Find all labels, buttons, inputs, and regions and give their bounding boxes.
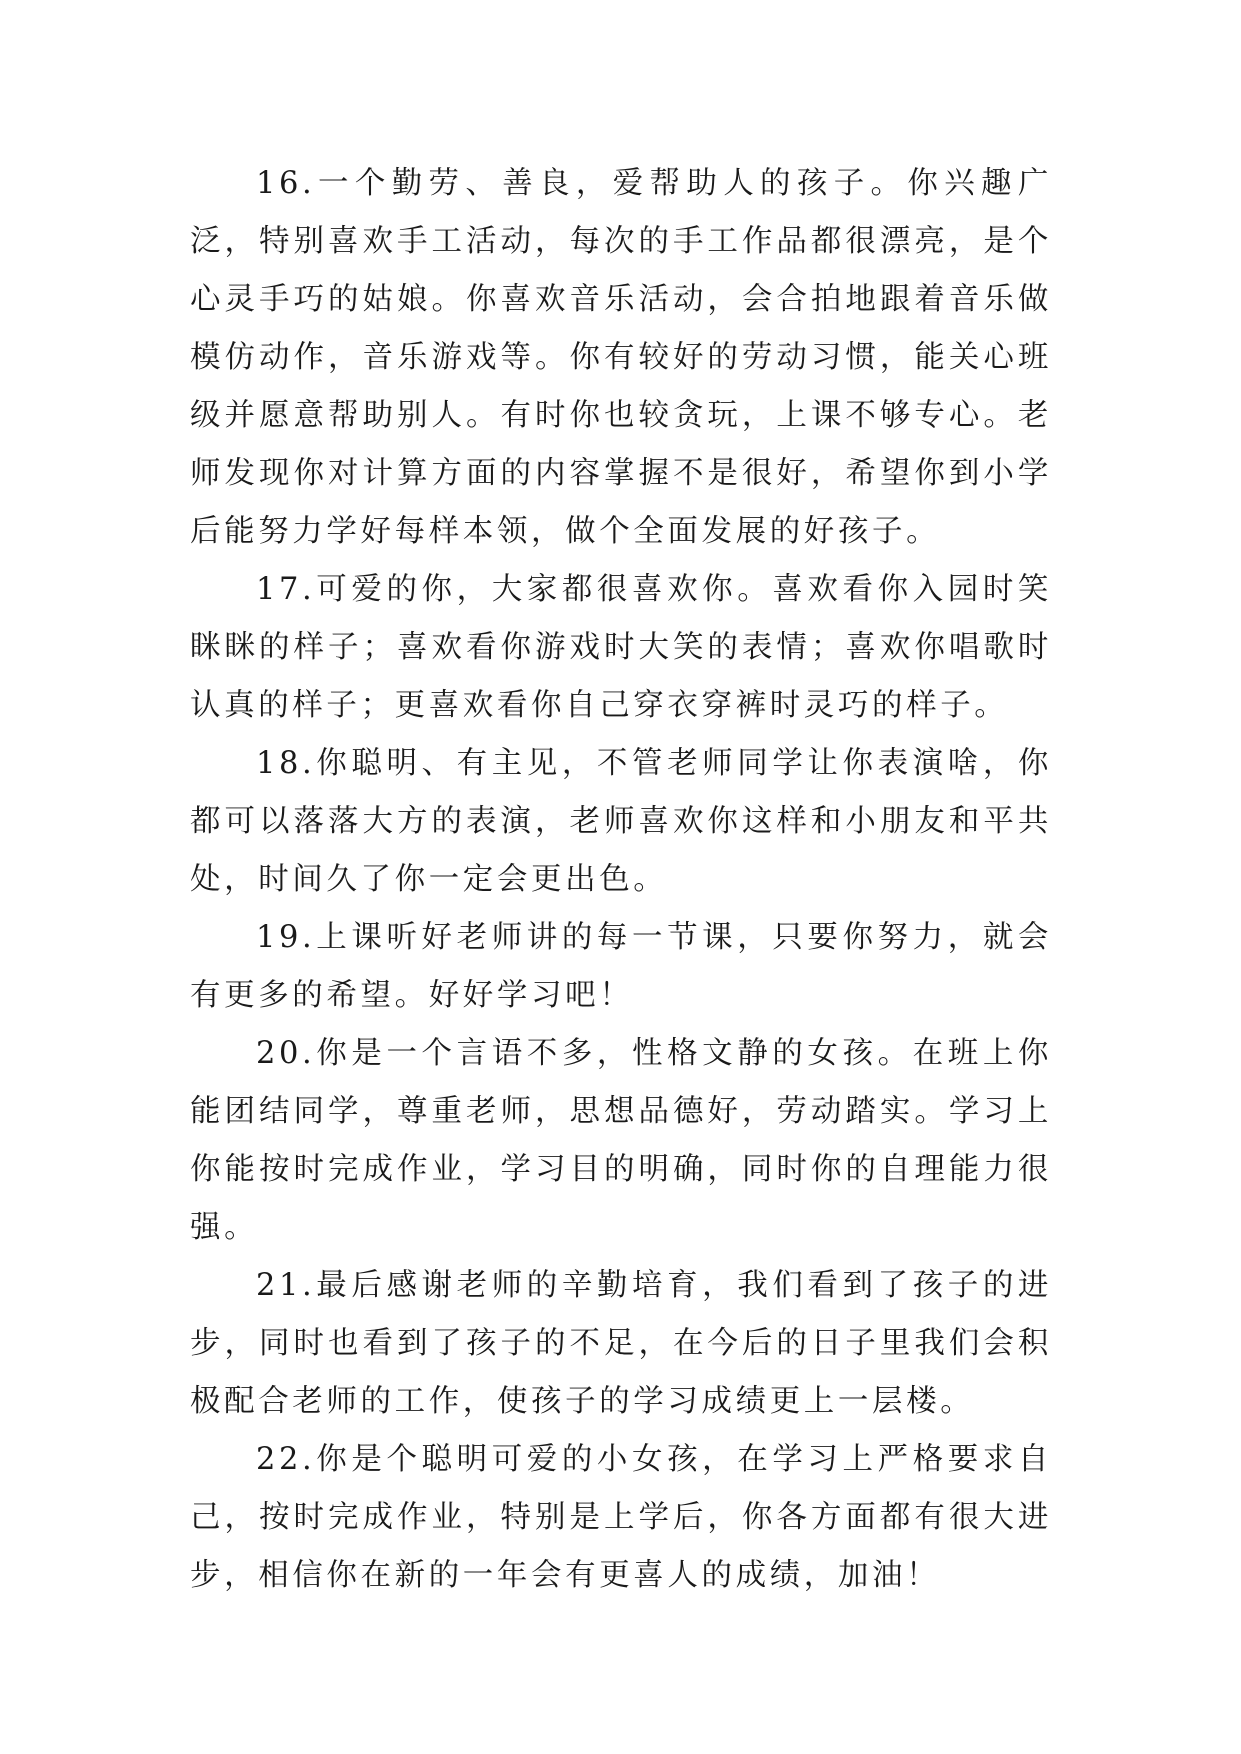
paragraph-18: 18.你聪明、有主见，不管老师同学让你表演啥，你都可以落落大方的表演，老师喜欢你这样和小朋友和平共处，时间久了你一定会更出色。 [190,746,1052,897]
paragraph-19: 19.上课听好老师讲的每一节课，只要你努力，就会有更多的希望。好好学习吧！ [190,920,1052,1013]
paragraph-16: 16.一个勤劳、善良，爱帮助人的孩子。你兴趣广泛，特别喜欢手工活动，每次的手工作品都很漂亮，是个心灵手巧的姑娘。你喜欢音乐活动，会合拍地跟着音乐做模仿动作，音乐游戏等。你有较好的劳动习惯，能关心班级并愿意帮助别人。有时你也较贪玩，上课不够专心。老师发现你对计算方面的内容掌握不是很好，希望你到小学后能努力学好每样本领，做个全面发展的好孩子。 [190,166,1052,549]
paragraph-20: 20.你是一个言语不多，性格文静的女孩。在班上你能团结同学，尊重老师，思想品德好，劳动踏实。学习上你能按时完成作业，学习目的明确，同时你的自理能力很强。 [190,1036,1052,1245]
paragraph-17: 17.可爱的你，大家都很喜欢你。喜欢看你入园时笑眯眯的样子；喜欢看你游戏时大笑的表情；喜欢你唱歌时认真的样子；更喜欢看你自己穿衣穿裤时灵巧的样子。 [190,572,1052,723]
paragraph-22: 22.你是个聪明可爱的小女孩，在学习上严格要求自己，按时完成作业，特别是上学后，你各方面都有很大进步，相信你在新的一年会有更喜人的成绩，加油！ [190,1442,1052,1593]
document-body [190,155,1052,1605]
paragraph-21: 21.最后感谢老师的辛勤培育，我们看到了孩子的进步，同时也看到了孩子的不足，在今后的日子里我们会积极配合老师的工作，使孩子的学习成绩更上一层楼。 [190,1268,1052,1419]
